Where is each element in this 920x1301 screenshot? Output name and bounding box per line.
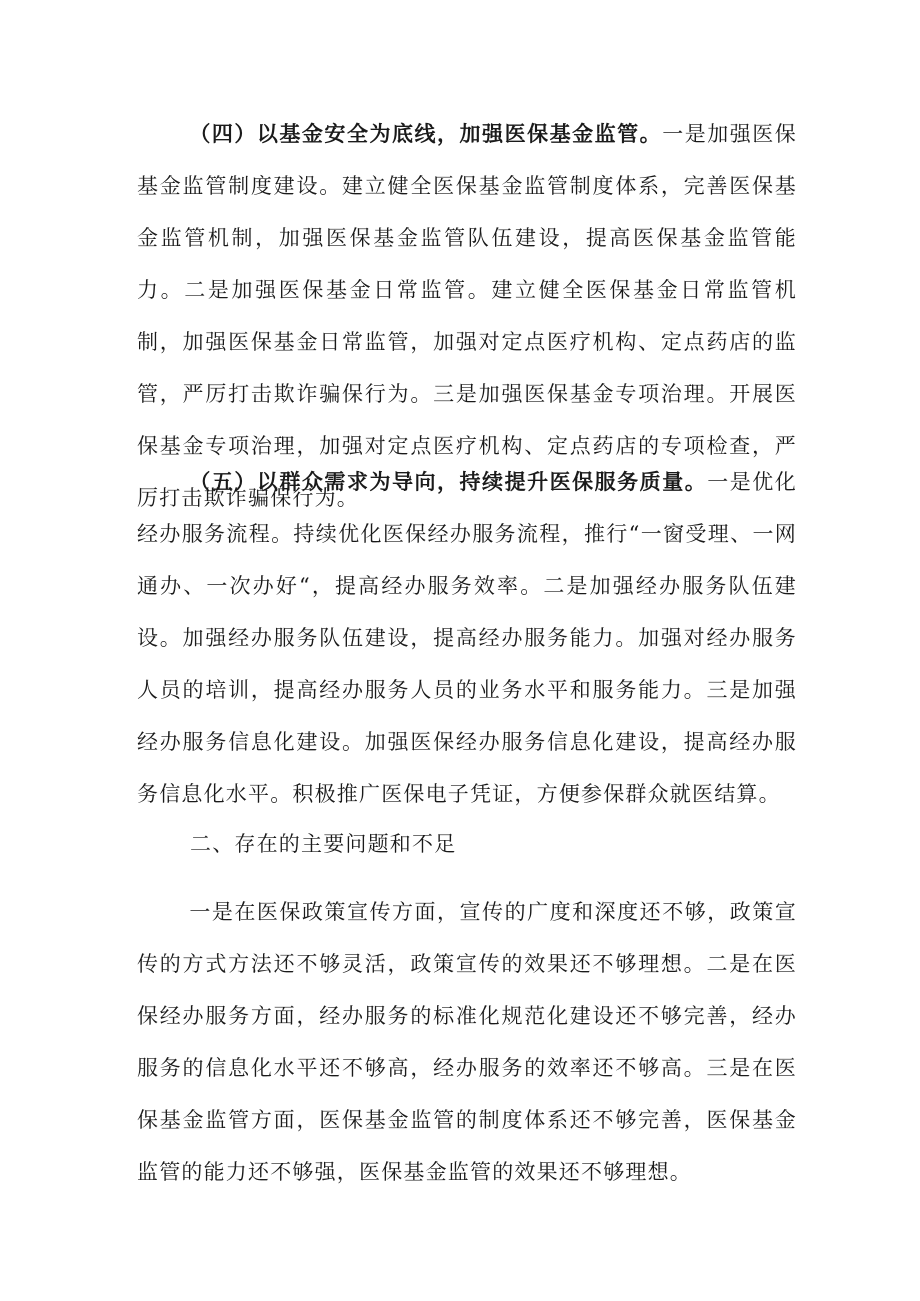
paragraph-body: 一是在医保政策宣传方面，宣传的广度和深度还不够，政策宣传的方式方法还不够灵活，政策宣传的效果还不够理想。二是在医保经办服务方面，经办服务的标准化规范化建设还不够完善，经办服务的信息化水平还不够高，经办服务的效率还不够高。三是在医保基金监管方面，医保基金监管的制度体系还不够完善，医保基金监管的能力还不够强，医保基金监管的效果还不够理想。 [137,900,797,1184]
paragraph-body: 一是加强医保基金监管制度建设。建立健全医保基金监管制度体系，完善医保基金监管机制，加强医保基金监管队伍建设，提高医保基金监管能力。二是加强医保基金日常监管。建立健全医保基金日常监管机制，加强医保基金日常监管，加强对定点医疗机构、定点药店的监管，严厉打击欺诈骗保行为。三是加强医保基金专项治理。开展医保基金专项治理，加强对定点医疗机构、定点药店的专项检查，严厉打击欺诈骗保行为。 [137,122,797,510]
paragraph-service-quality [137,456,797,820]
paragraph-problems [137,886,797,1198]
paragraph-body: 一是优化经办服务流程。持续优化医保经办服务流程，推行“一窗受理、一网通办、一次办好“，提高经办服务效率。二是加强经办服务队伍建设。加强经办服务队伍建设，提高经办服务能力。加强对经办服务人员的培训，提高经办服务人员的业务水平和服务能力。三是加强经办服务信息化建设。加强医保经办服务信息化建设，提高经办服务信息化水平。积极推广医保电子凭证，方便参保群众就医结算。 [137,470,797,806]
paragraph-lead-heading: （四）以基金安全为底线，加强医保基金监管。 [189,121,663,146]
section-heading-problems: 二、存在的主要问题和不足 [190,832,457,856]
paragraph-lead-heading: （五）以群众需求为导向，持续提升医保服务质量。 [189,469,708,494]
